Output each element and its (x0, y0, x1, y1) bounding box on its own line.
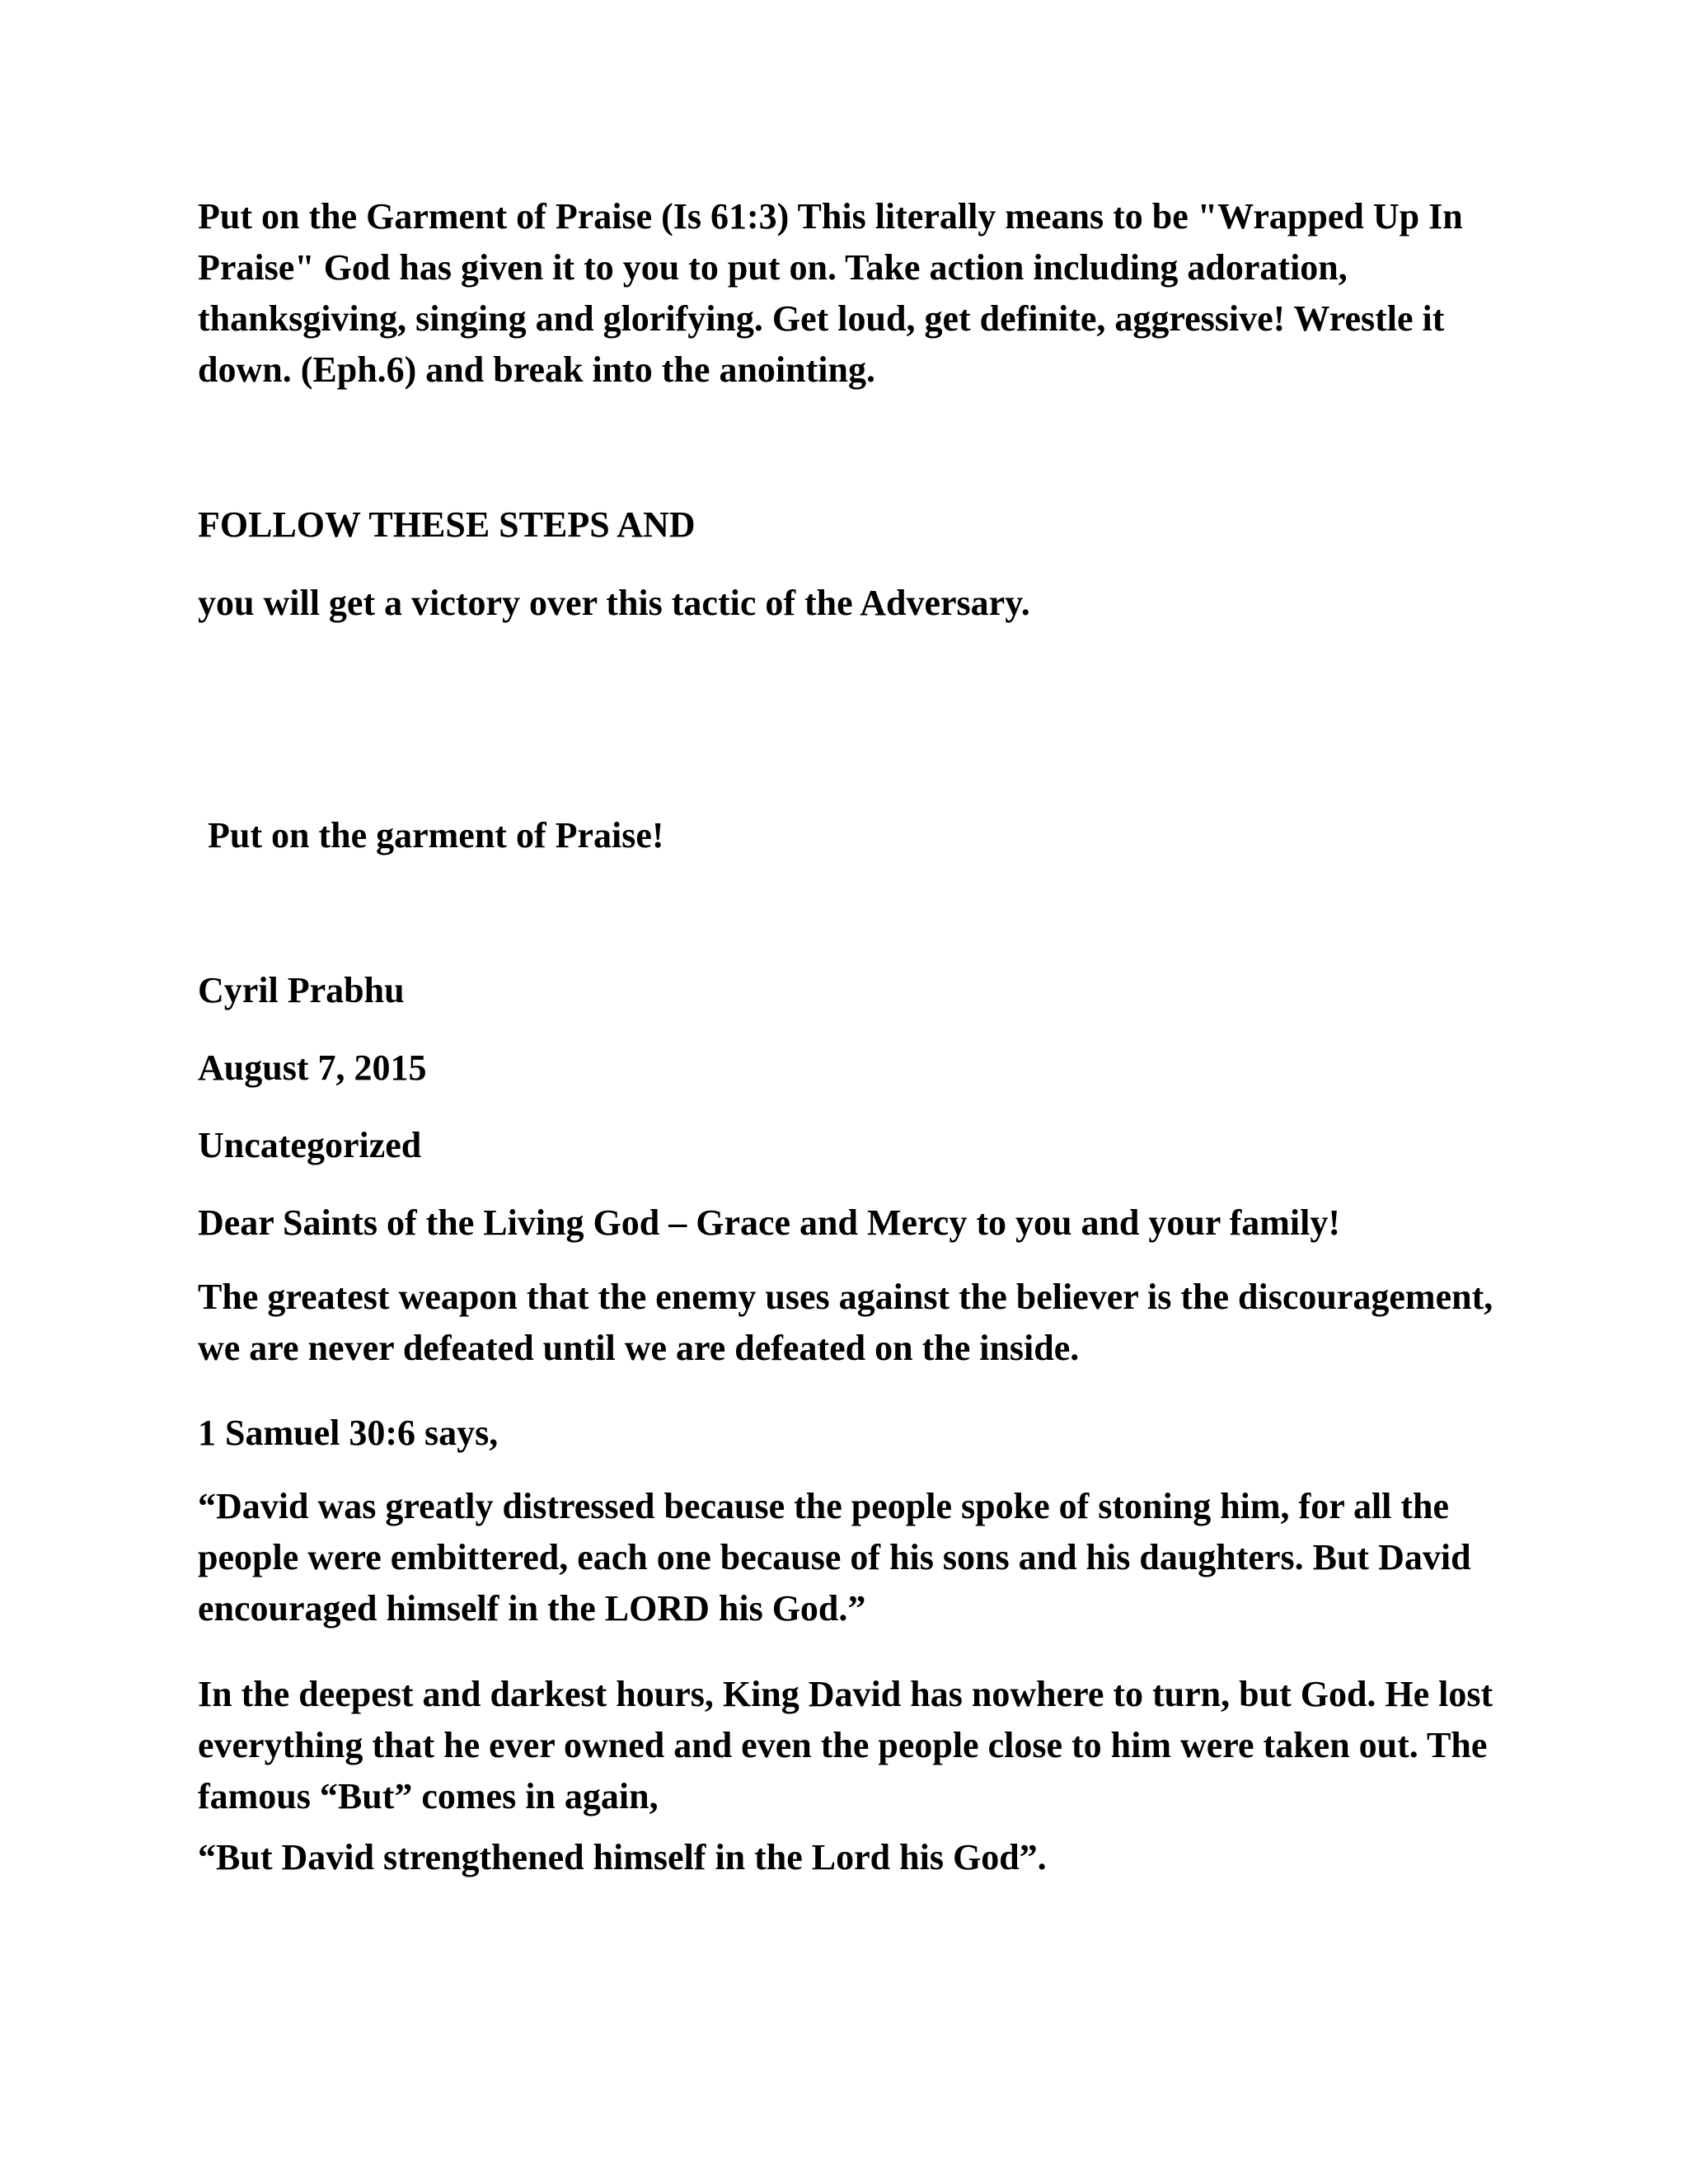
greeting-line: Dear Saints of the Living God – Grace and Mercy to you and your family! (198, 1202, 1340, 1243)
post-title: Put on the garment of Praise! (208, 815, 664, 855)
darkest-hours-paragraph: In the deepest and darkest hours, King David has nowhere to turn, but God. He lost everything that he ever owned and even the people close to him were taken out. The famous “But” comes in again, (198, 1674, 1493, 1816)
scripture-reference: 1 Samuel 30:6 says, (198, 1413, 499, 1453)
follow-line: you will get a victory over this tactic of the Adversary. (198, 583, 1030, 623)
scripture-quote: “David was greatly distressed because the people spoke of stoning him, for all the people were embittered, each one because of his sons and his daughters. But David encouraged himself in the LORD his God.” (198, 1486, 1471, 1629)
closing-quote: “But David strengthened himself in the Lord his God”. (198, 1837, 1047, 1877)
follow-heading: FOLLOW THESE STEPS AND (198, 504, 696, 545)
intro-paragraph: Put on the Garment of Praise (Is 61:3) This literally means to be "Wrapped Up In Praise" God has given it to you to put on. Take action including adoration, thanksgiving, singing and glorifying. Get loud, get definite, aggressive! Wrestle it down. (Eph.6) and break into the anointing. (198, 196, 1463, 390)
post-category: Uncategorized (198, 1125, 422, 1165)
author-name: Cyril Prabhu (198, 970, 405, 1010)
weapon-paragraph: The greatest weapon that the enemy uses against the believer is the discouragement, we are never defeated until we are defeated on the inside. (198, 1277, 1493, 1368)
post-date: August 7, 2015 (198, 1047, 427, 1088)
